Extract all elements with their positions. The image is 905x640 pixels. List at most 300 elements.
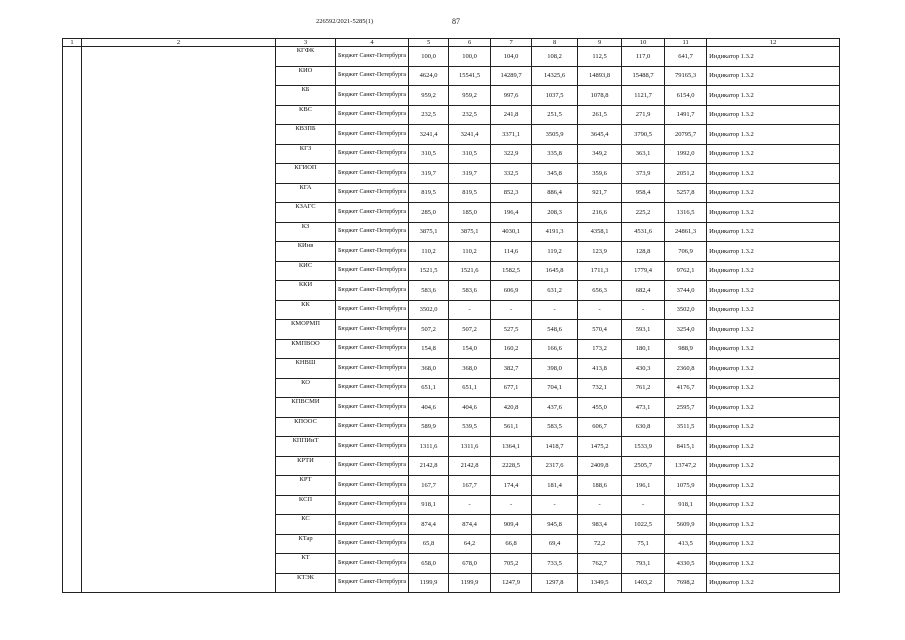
funding-source: Бюджет Санкт-Петербурга [336,86,409,106]
indicator-ref: Индикатор 1.3.2 [707,300,840,320]
total-value: 5257,8 [665,183,707,203]
executor-code: КО [276,378,336,398]
column-header-12: 12 [707,39,840,47]
year-value: 1418,7 [532,437,578,457]
indicator-ref: Индикатор 1.3.2 [707,359,840,379]
total-value: 1992,0 [665,144,707,164]
year-value: - [491,300,532,320]
year-value: 413,8 [578,359,622,379]
year-value: 173,2 [578,339,622,359]
indicator-ref: Индикатор 1.3.2 [707,456,840,476]
column-header-3: 3 [276,39,336,47]
year-value: 430,3 [622,359,665,379]
year-value: 108,2 [532,47,578,67]
year-value: 166,6 [532,339,578,359]
year-value: 14893,8 [578,66,622,86]
year-value: 705,2 [491,554,532,574]
column-header-5: 5 [409,39,449,47]
year-value: 983,4 [578,515,622,535]
year-value: 1199,9 [409,573,449,593]
year-value: 762,7 [578,554,622,574]
executor-code: КГЗ [276,144,336,164]
total-value: 6154,0 [665,86,707,106]
year-value: 271,9 [622,105,665,125]
year-value: 404,6 [409,398,449,418]
executor-code: КГФК [276,47,336,67]
column-header-4: 4 [336,39,409,47]
column-header-6: 6 [449,39,491,47]
column-header-11: 11 [665,39,707,47]
executor-code: КПВСМИ [276,398,336,418]
year-value: 921,7 [578,183,622,203]
total-value: 918,1 [665,495,707,515]
year-value: 593,1 [622,320,665,340]
year-value: 167,7 [409,476,449,496]
year-value: 4191,3 [532,222,578,242]
page-number: 87 [452,17,460,26]
year-value: 997,6 [491,86,532,106]
indicator-ref: Индикатор 1.3.2 [707,281,840,301]
year-value: 1349,5 [578,573,622,593]
executor-code: КИС [276,261,336,281]
year-value: 261,5 [578,105,622,125]
year-value: 225,2 [622,203,665,223]
year-value: 319,7 [449,164,491,184]
executor-code: КСП [276,495,336,515]
year-value: 819,5 [449,183,491,203]
indicator-ref: Индикатор 1.3.2 [707,222,840,242]
year-value: 110,2 [449,242,491,262]
year-value: 3645,4 [578,125,622,145]
year-value: - [449,300,491,320]
funding-source: Бюджет Санкт-Петербурга [336,105,409,125]
executor-code: КЗАГС [276,203,336,223]
year-value: 1779,4 [622,261,665,281]
year-value: 1247,9 [491,573,532,593]
year-value: 732,1 [578,378,622,398]
executor-code: КК [276,300,336,320]
indicator-ref: Индикатор 1.3.2 [707,242,840,262]
year-value: 154,8 [409,339,449,359]
funding-source: Бюджет Санкт-Петербурга [336,554,409,574]
year-value: 2317,6 [532,456,578,476]
year-value: 398,0 [532,359,578,379]
year-value: 112,5 [578,47,622,67]
year-value: 1121,7 [622,86,665,106]
year-value: 2228,5 [491,456,532,476]
column-header-8: 8 [532,39,578,47]
year-value: 335,8 [532,144,578,164]
funding-source: Бюджет Санкт-Петербурга [336,183,409,203]
indicator-ref: Индикатор 1.3.2 [707,86,840,106]
year-value: 3241,4 [409,125,449,145]
year-value: 104,0 [491,47,532,67]
year-value: 100,0 [409,47,449,67]
year-value: 310,5 [449,144,491,164]
year-value: 3502,0 [409,300,449,320]
year-value: 704,1 [532,378,578,398]
year-value: 874,4 [409,515,449,535]
year-value: 437,6 [532,398,578,418]
year-value: 2505,7 [622,456,665,476]
year-value: 473,1 [622,398,665,418]
year-value: 539,5 [449,417,491,437]
year-value: 69,4 [532,534,578,554]
funding-source: Бюджет Санкт-Петербурга [336,573,409,593]
funding-source: Бюджет Санкт-Петербурга [336,320,409,340]
indicator-ref: Индикатор 1.3.2 [707,164,840,184]
executor-code: КБ [276,86,336,106]
total-value: 24861,3 [665,222,707,242]
indicator-ref: Индикатор 1.3.2 [707,66,840,86]
year-value: 373,9 [622,164,665,184]
indicator-ref: Индикатор 1.3.2 [707,378,840,398]
year-value: 123,9 [578,242,622,262]
year-value: 909,4 [491,515,532,535]
year-value: 181,4 [532,476,578,496]
year-value: 154,0 [449,339,491,359]
table-header-row [63,39,840,47]
year-value: 507,2 [449,320,491,340]
executor-code: КГИОП [276,164,336,184]
indicator-ref: Индикатор 1.3.2 [707,203,840,223]
total-value: 1316,5 [665,203,707,223]
funding-source: Бюджет Санкт-Петербурга [336,261,409,281]
year-value: 3505,9 [532,125,578,145]
year-value: 1364,1 [491,437,532,457]
funding-source: Бюджет Санкт-Петербурга [336,359,409,379]
year-value: 656,3 [578,281,622,301]
funding-source: Бюджет Санкт-Петербурга [336,437,409,457]
year-value: - [449,495,491,515]
executor-code: КГА [276,183,336,203]
year-value: 15488,7 [622,66,665,86]
year-value: 527,5 [491,320,532,340]
year-value: 345,8 [532,164,578,184]
total-value: 1491,7 [665,105,707,125]
funding-source: Бюджет Санкт-Петербурга [336,339,409,359]
table-body [63,47,840,593]
indicator-ref: Индикатор 1.3.2 [707,437,840,457]
year-value: 241,8 [491,105,532,125]
funding-source: Бюджет Санкт-Петербурга [336,495,409,515]
year-value: 119,2 [532,242,578,262]
year-value: 1645,8 [532,261,578,281]
funding-source: Бюджет Санкт-Петербурга [336,281,409,301]
year-value: 589,9 [409,417,449,437]
year-value: 72,2 [578,534,622,554]
total-value: 641,7 [665,47,707,67]
year-value: 1078,8 [578,86,622,106]
year-value: 958,4 [622,183,665,203]
year-value: - [532,300,578,320]
year-value: - [578,495,622,515]
year-value: 570,4 [578,320,622,340]
year-value: 1199,9 [449,573,491,593]
total-value: 3744,0 [665,281,707,301]
year-value: 65,8 [409,534,449,554]
year-value: - [622,300,665,320]
total-value: 5609,9 [665,515,707,535]
total-value: 1075,9 [665,476,707,496]
indicator-ref: Индикатор 1.3.2 [707,320,840,340]
year-value: 455,0 [578,398,622,418]
table-row [63,47,840,67]
total-value: 2595,7 [665,398,707,418]
year-value: 14325,6 [532,66,578,86]
year-value: 1521,6 [449,261,491,281]
year-value: 160,2 [491,339,532,359]
year-value: 363,1 [622,144,665,164]
year-value: 167,7 [449,476,491,496]
executor-code: КТЭК [276,573,336,593]
year-value: 3371,1 [491,125,532,145]
year-value: 382,7 [491,359,532,379]
year-value: 368,0 [409,359,449,379]
year-value: 285,0 [409,203,449,223]
year-value: 232,5 [409,105,449,125]
year-value: 1297,8 [532,573,578,593]
year-value: 1022,5 [622,515,665,535]
year-value: 64,2 [449,534,491,554]
total-value: 413,5 [665,534,707,554]
year-value: - [578,300,622,320]
year-value: 3875,1 [409,222,449,242]
year-value: 251,5 [532,105,578,125]
year-value: 1475,2 [578,437,622,457]
indicator-ref: Индикатор 1.3.2 [707,398,840,418]
year-value: 180,1 [622,339,665,359]
year-value: 4624,0 [409,66,449,86]
executor-code: КС [276,515,336,535]
year-value: 188,6 [578,476,622,496]
year-value: 114,6 [491,242,532,262]
year-value: 420,8 [491,398,532,418]
indicator-ref: Индикатор 1.3.2 [707,515,840,535]
year-value: 561,1 [491,417,532,437]
funding-source: Бюджет Санкт-Петербурга [336,515,409,535]
executor-code: КИО [276,66,336,86]
executor-code: КРТИ [276,456,336,476]
year-value: 100,0 [449,47,491,67]
year-value: 185,0 [449,203,491,223]
total-value: 8415,1 [665,437,707,457]
funding-source: Бюджет Санкт-Петербурга [336,534,409,554]
year-value: 4358,1 [578,222,622,242]
year-value: 507,2 [409,320,449,340]
executor-code: КМПВОО [276,339,336,359]
year-value: 1311,6 [449,437,491,457]
budget-table [62,38,840,593]
funding-source: Бюджет Санкт-Петербурга [336,47,409,67]
year-value: 15541,5 [449,66,491,86]
total-value: 7698,2 [665,573,707,593]
funding-source: Бюджет Санкт-Петербурга [336,417,409,437]
year-value: 1711,3 [578,261,622,281]
year-value: 651,1 [449,378,491,398]
total-value: 2360,8 [665,359,707,379]
indicator-ref: Индикатор 1.3.2 [707,573,840,593]
year-value: 1403,2 [622,573,665,593]
year-value: 117,0 [622,47,665,67]
year-value: 75,1 [622,534,665,554]
year-value: 2409,8 [578,456,622,476]
funding-source: Бюджет Санкт-Петербурга [336,144,409,164]
total-value: 988,9 [665,339,707,359]
year-value: 196,1 [622,476,665,496]
total-value: 3254,0 [665,320,707,340]
year-value: 1582,5 [491,261,532,281]
funding-source: Бюджет Санкт-Петербурга [336,242,409,262]
executor-code: ККИ [276,281,336,301]
year-value: 14289,7 [491,66,532,86]
year-value: 319,7 [409,164,449,184]
year-value: 174,4 [491,476,532,496]
column-header-9: 9 [578,39,622,47]
year-value: 678,0 [449,554,491,574]
indicator-ref: Индикатор 1.3.2 [707,476,840,496]
year-value: 630,8 [622,417,665,437]
year-value: 110,2 [409,242,449,262]
executor-code: КИнв [276,242,336,262]
total-value: 9762,1 [665,261,707,281]
year-value: 959,2 [409,86,449,106]
total-value: 20795,7 [665,125,707,145]
year-value: 404,6 [449,398,491,418]
year-value: 819,5 [409,183,449,203]
year-value: 606,7 [578,417,622,437]
column-header-2: 2 [82,39,276,47]
year-value: 216,6 [578,203,622,223]
executor-code: КРТ [276,476,336,496]
year-value: 682,4 [622,281,665,301]
indicator-ref: Индикатор 1.3.2 [707,534,840,554]
funding-source: Бюджет Санкт-Петербурга [336,203,409,223]
year-value: 2142,8 [409,456,449,476]
funding-source: Бюджет Санкт-Петербурга [336,125,409,145]
indicator-ref: Индикатор 1.3.2 [707,495,840,515]
funding-source: Бюджет Санкт-Петербурга [336,456,409,476]
indicator-ref: Индикатор 1.3.2 [707,417,840,437]
year-value: 583,6 [449,281,491,301]
year-value: 631,2 [532,281,578,301]
year-value: 3790,5 [622,125,665,145]
funding-source: Бюджет Санкт-Петербурга [336,66,409,86]
year-value: 548,6 [532,320,578,340]
year-value: 2142,8 [449,456,491,476]
funding-source: Бюджет Санкт-Петербурга [336,164,409,184]
indicator-ref: Индикатор 1.3.2 [707,261,840,281]
column-header-10: 10 [622,39,665,47]
executor-code: КЗ [276,222,336,242]
year-value: 583,6 [409,281,449,301]
year-value: 310,5 [409,144,449,164]
year-value: - [491,495,532,515]
indicator-ref: Индикатор 1.3.2 [707,183,840,203]
year-value: 4531,6 [622,222,665,242]
year-value: 651,1 [409,378,449,398]
funding-source: Бюджет Санкт-Петербурга [336,476,409,496]
year-value: 583,5 [532,417,578,437]
executor-code: КНВШ [276,359,336,379]
year-value: 208,3 [532,203,578,223]
year-value: 793,1 [622,554,665,574]
year-value: 959,2 [449,86,491,106]
funding-source: Бюджет Санкт-Петербурга [336,300,409,320]
year-value: 1037,5 [532,86,578,106]
year-value: 1533,9 [622,437,665,457]
year-value: 677,1 [491,378,532,398]
year-value: 886,4 [532,183,578,203]
indicator-ref: Индикатор 1.3.2 [707,125,840,145]
year-value: 1521,5 [409,261,449,281]
year-value: 606,9 [491,281,532,301]
year-value: 874,4 [449,515,491,535]
executor-code: КВС [276,105,336,125]
indicator-ref: Индикатор 1.3.2 [707,144,840,164]
total-value: 4176,7 [665,378,707,398]
year-value: 945,8 [532,515,578,535]
total-value: 3502,0 [665,300,707,320]
year-value: 4030,1 [491,222,532,242]
indicator-ref: Индикатор 1.3.2 [707,105,840,125]
indicator-ref: Индикатор 1.3.2 [707,47,840,67]
year-value: 3875,1 [449,222,491,242]
total-value: 79165,3 [665,66,707,86]
executor-code: КПООС [276,417,336,437]
year-value: - [622,495,665,515]
empty-cell-col2 [82,47,276,593]
column-header-1: 1 [63,39,82,47]
year-value: 332,5 [491,164,532,184]
year-value: 349,2 [578,144,622,164]
year-value: 733,5 [532,554,578,574]
document-code: 226592/2021-5285(1) [316,18,374,25]
year-value: 761,2 [622,378,665,398]
year-value: 1311,6 [409,437,449,457]
total-value: 3511,5 [665,417,707,437]
year-value: 232,5 [449,105,491,125]
executor-code: КТар [276,534,336,554]
funding-source: Бюджет Санкт-Петербурга [336,378,409,398]
year-value: 196,4 [491,203,532,223]
year-value: 128,8 [622,242,665,262]
executor-code: КВЗПБ [276,125,336,145]
year-value: 368,0 [449,359,491,379]
year-value: 852,3 [491,183,532,203]
total-value: 2051,2 [665,164,707,184]
executor-code: КТ [276,554,336,574]
total-value: 706,9 [665,242,707,262]
executor-code: КМОРМП [276,320,336,340]
executor-code: КППИиТ [276,437,336,457]
total-value: 13747,2 [665,456,707,476]
year-value: 322,9 [491,144,532,164]
total-value: 4330,5 [665,554,707,574]
empty-cell-col1 [63,47,82,593]
year-value: 66,8 [491,534,532,554]
year-value: 3241,4 [449,125,491,145]
year-value: 918,1 [409,495,449,515]
year-value: 658,0 [409,554,449,574]
column-header-7: 7 [491,39,532,47]
funding-source: Бюджет Санкт-Петербурга [336,398,409,418]
indicator-ref: Индикатор 1.3.2 [707,554,840,574]
year-value: 359,6 [578,164,622,184]
year-value: - [532,495,578,515]
indicator-ref: Индикатор 1.3.2 [707,339,840,359]
funding-source: Бюджет Санкт-Петербурга [336,222,409,242]
